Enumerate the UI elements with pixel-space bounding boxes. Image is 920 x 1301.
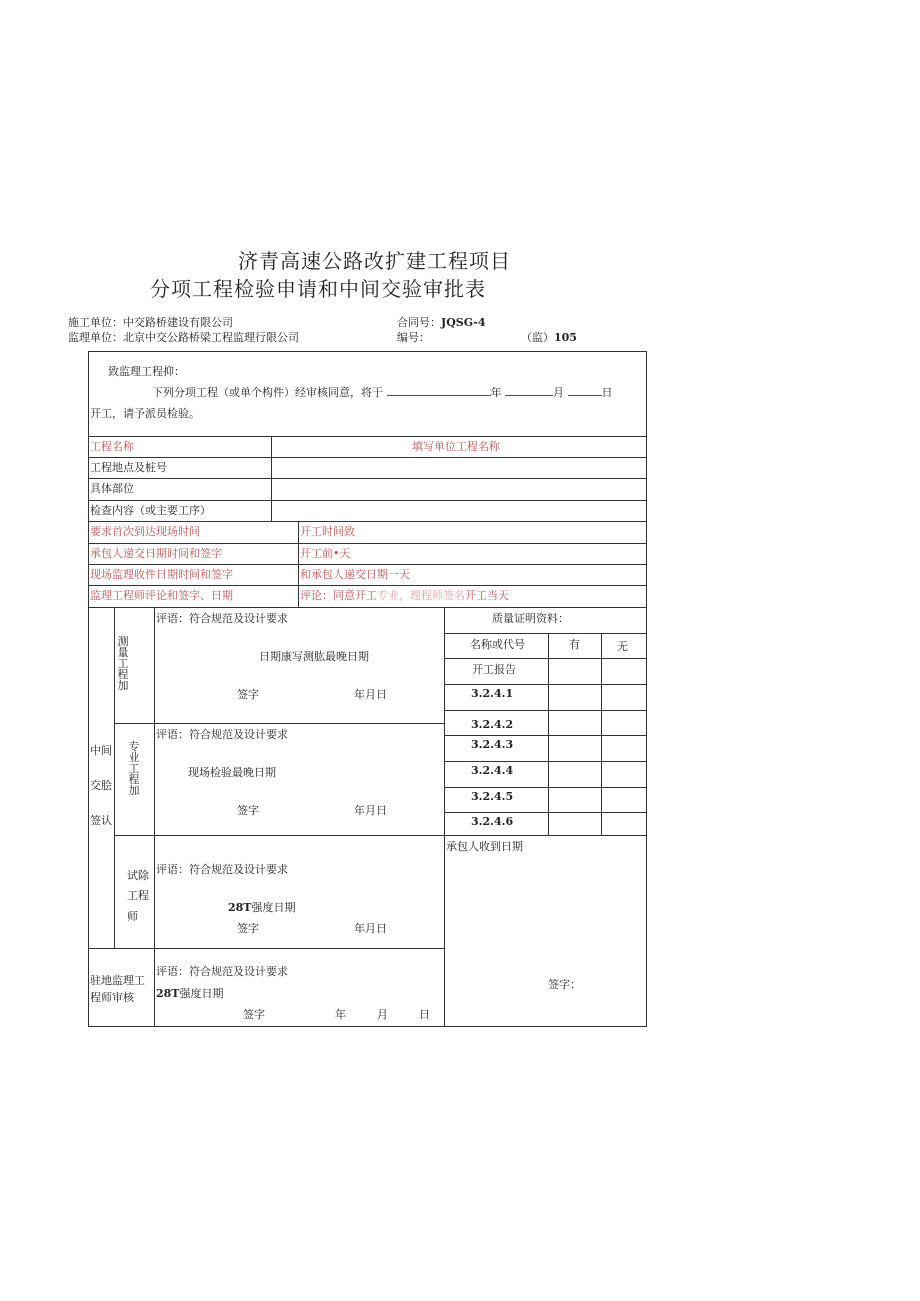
number-value: 105 xyxy=(554,331,577,344)
divider xyxy=(114,835,444,836)
start-day-blank[interactable] xyxy=(568,385,602,396)
quality-item: 3.2.4.2 xyxy=(471,718,514,731)
supervisor-name: 北京中交公路桥梁工程监理行限公司 xyxy=(123,331,299,344)
divider xyxy=(114,723,444,724)
divider xyxy=(88,436,647,437)
project-name-value[interactable]: 填写单位工程名称 xyxy=(412,440,500,453)
divider xyxy=(444,658,647,659)
quality-item: 3.2.4.6 xyxy=(471,815,514,828)
divider xyxy=(444,812,647,813)
month-text: 月 xyxy=(553,386,564,399)
divider xyxy=(88,585,647,586)
divider xyxy=(154,607,155,1027)
group-label-3: 签认 xyxy=(90,814,112,827)
divider xyxy=(88,457,647,458)
divider xyxy=(444,633,647,634)
contractor-label: 施工单位： xyxy=(68,316,123,329)
site-receive-label: 现场监理收件日期时间和签字 xyxy=(90,568,233,581)
special-note: 现场检验最晚日期 xyxy=(188,766,276,779)
quality-item: 3.2.4.3 xyxy=(471,738,514,751)
test-label-2: 工程 xyxy=(127,889,149,902)
divider xyxy=(88,500,647,501)
divider xyxy=(444,735,647,736)
divider xyxy=(298,521,299,607)
divider xyxy=(601,633,602,835)
receipt-sign-label[interactable]: 签字： xyxy=(548,978,581,991)
intro-line-1 xyxy=(152,384,613,400)
arrival-value[interactable]: 开工时间致 xyxy=(300,525,355,538)
resident-year[interactable]: 年 xyxy=(335,1008,346,1021)
arrival-label: 要求首次到达现场时间 xyxy=(90,525,200,538)
special-sign[interactable]: 签字 xyxy=(237,804,259,817)
group-label-1: 中间 xyxy=(90,744,112,757)
test-note-bold: 28T xyxy=(228,901,252,914)
test-sign[interactable]: 签字 xyxy=(237,922,259,935)
survey-sign[interactable]: 签字 xyxy=(237,688,259,701)
year-text: 年 xyxy=(490,386,502,399)
divider xyxy=(114,607,115,948)
engineer-comment-b: 专业，理程师签名 xyxy=(377,589,465,602)
quality-title: 质量证明资料： xyxy=(492,612,569,625)
engineer-comment-label: 监理工程师评论和签字、日期 xyxy=(90,589,233,602)
engineer-comment-value[interactable] xyxy=(300,587,509,603)
contractor-line xyxy=(68,314,233,330)
special-date[interactable]: 年月日 xyxy=(354,804,387,817)
contractor-date-value[interactable]: 开工前•天 xyxy=(300,547,351,560)
resident-engineer-label: 驻地监理工程师审核 xyxy=(90,974,145,1004)
divider xyxy=(88,564,647,565)
number-prefix: （监） xyxy=(521,331,554,344)
group-label-2: 交脍 xyxy=(90,779,112,792)
test-note-text: 强度日期 xyxy=(251,901,296,914)
site-receive-value[interactable]: 和承包人递交日期一天 xyxy=(300,568,410,581)
start-month-blank[interactable] xyxy=(505,385,553,396)
divider xyxy=(444,710,647,711)
start-year-blank[interactable] xyxy=(387,385,491,396)
survey-comment: 评语：符合规范及设计要求 xyxy=(156,612,288,625)
divider xyxy=(444,607,445,1027)
title-line-1: 济青高速公路改扩建工程项目 xyxy=(238,249,511,273)
resident-sign[interactable]: 签字 xyxy=(243,1008,265,1021)
divider xyxy=(444,684,647,685)
divider xyxy=(548,633,549,835)
special-engineer-label: 专业工程加 xyxy=(128,740,140,797)
quality-item: 3.2.4.5 xyxy=(471,790,514,803)
survey-date[interactable]: 年月日 xyxy=(354,688,387,701)
project-name-label: 工程名称 xyxy=(90,440,134,453)
contractor-name: 中交路桥建设有限公司 xyxy=(123,316,233,329)
divider xyxy=(444,835,647,836)
receipt-label: 承包人收到日期 xyxy=(446,840,523,853)
supervisor-line xyxy=(68,329,299,345)
survey-engineer-label: 测量工程加 xyxy=(117,635,129,692)
resident-day[interactable]: 日 xyxy=(419,1008,430,1021)
engineer-comment-a: 评论：同意开工 xyxy=(300,589,377,602)
quality-col-name: 名称或代号 xyxy=(470,638,525,651)
contract-no-label: 合同号： xyxy=(397,316,441,329)
divider xyxy=(88,948,444,949)
quality-item: 开工报告 xyxy=(472,663,516,676)
special-comment: 评语：符合规范及设计要求 xyxy=(156,728,288,741)
divider xyxy=(88,607,647,608)
contract-no-line xyxy=(397,314,486,330)
intro-line-2: 开工，请予派员检验。 xyxy=(90,407,200,420)
divider xyxy=(444,761,647,762)
resident-month[interactable]: 月 xyxy=(377,1008,388,1021)
divider xyxy=(88,521,647,522)
resident-note-bold: 28T xyxy=(156,987,180,1000)
title-line-2: 分项工程检验申请和中间交验审批表 xyxy=(150,277,486,301)
quality-col-no: 无 xyxy=(617,640,628,653)
number-line xyxy=(521,329,577,345)
test-note xyxy=(228,899,296,915)
contractor-date-label: 承包人递交日期时间和签字 xyxy=(90,547,222,560)
supervisor-label: 监理单位： xyxy=(68,331,123,344)
resident-comment: 评语：符合规范及设计要求 xyxy=(156,965,288,978)
inspection-label: 检查内容（或主要工序） xyxy=(90,504,211,517)
survey-note: 日期康写测肱最晚日期 xyxy=(259,650,369,663)
number-label: 编号： xyxy=(397,331,430,344)
quality-item: 3.2.4.4 xyxy=(471,764,514,777)
quality-item: 3.2.4.1 xyxy=(471,687,514,700)
salutation: 致监理工程抑： xyxy=(108,365,185,378)
divider xyxy=(444,787,647,788)
quality-col-yes: 有 xyxy=(569,638,580,651)
part-label: 具体部位 xyxy=(90,482,134,495)
intro-text: 下列分项工程（或单个构件）经审核同意，将于 xyxy=(152,386,383,399)
resident-note-text: 强度日期 xyxy=(179,987,224,1000)
engineer-comment-c: 开工当天 xyxy=(465,589,509,602)
contract-no: JQSG-4 xyxy=(441,316,486,329)
divider xyxy=(271,436,272,521)
test-label-1: 试除 xyxy=(127,869,149,882)
resident-note xyxy=(156,985,224,1001)
test-comment: 评语：符合规范及设计要求 xyxy=(156,863,288,876)
test-date[interactable]: 年月日 xyxy=(354,922,387,935)
location-label: 工程地点及桩号 xyxy=(90,461,167,474)
divider xyxy=(88,478,647,479)
test-label-3: 师 xyxy=(127,910,138,923)
divider xyxy=(88,543,647,544)
day-text: 日 xyxy=(601,386,613,399)
